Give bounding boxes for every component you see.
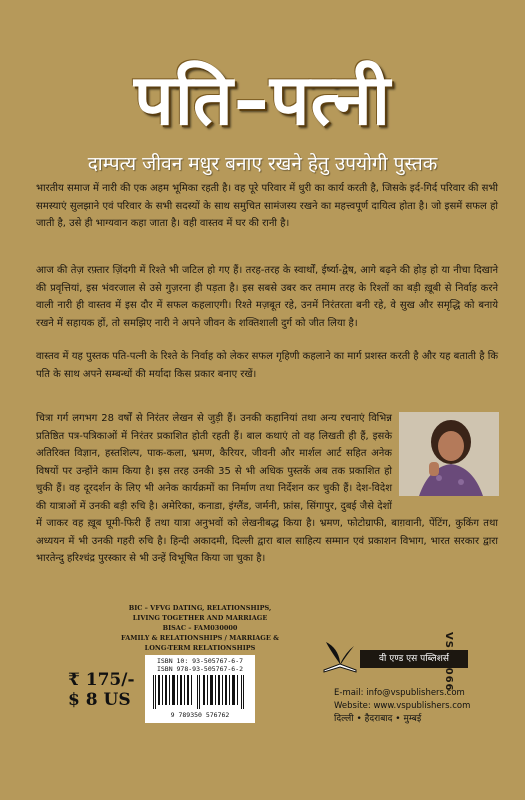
bisac-line: LONG-TERM RELATIONSHIPS [144,644,256,652]
description-paragraph-2: आज की तेज़ रफ़्तार ज़िंदगी में रिश्ते भी जटिल हो गए हैं। तरह-तरह के स्वार्थों, ईर्ष्या-द्वेष, आगे बढ़ने की होड़ हो या नीचा दिखाने की प्रवृत्तियां, इस भंवरजाल से उसे गुज़रना ही पड़ता है। इस सबसे उबर कर तमाम तरह के रिश्तों का बड़ी ख़ूबी से निर्वाह करने वाली नारी ही वास्तव में इस दौर में सफल कहलाएगी। रिश्ते मज़बूत रहे, उनमें निरंतरता बनी रहे, वे सुख और समृद्धि को बनाये रखने में सहायक हों, तो समझिए नारी ने अपने जीवन के शक्तिशाली दुर्ग को जीत लिया है। [36,265,498,329]
publisher-logo [320,640,480,680]
author-bio-text: चित्रा गर्ग लगभग 28 वर्षों से निरंतर लेखन से जुड़ी हैं। उनकी कहानियां तथा अन्य रचनाएं विभिन्न प्रतिष्ठित पत्र-पत्रिकाओं में निरंतर प्रकाशित होती रहती हैं। बाल कथाएं तो वह लिखती ही हैं, इसके अतिरिक्त विज्ञान, हस्तशिल्प, पाक-कला, भ्रमण, कैरियर, जीवनी और मार्शल आर्ट सहित अनेक विषयों पर उन्होंने काम किया है। इस तरह उनकी 35 से भी अधिक पुस्तकें अब तक प्रकाशित हो चुकी हैं। वह दूरदर्शन के लिए भी अनेक कार्यक्रमों का निर्माण तथा निर्देशन कर चुकी हैं। देश-विदेश की यात्राओं में उनकी बड़ी रुचि है। अमेरिका, कनाडा, इंग्लैंड, जर्मनी, फ्रांस, सिंगापुर, दुबई जैसे देशों में जाकर वह ख़ूब घूमी-फिरी हैं तथा यात्रा अनुभवों को लेखनीबद्ध किया है। भ्रमण, फोटोग्राफी, बाग़वानी, पेंटिंग, कुकिंग तथा अध्ययन में भी उनकी गहरी रुचि है। हिन्दी अकादमी, दिल्ली द्वारा बाल साहित्य सम्मान एवं प्रकाशन विभाग, भारत सरकार द्वारा भारतेन्दु हरिश्चंद्र पुरस्कार से भी उन्हें विभूषित किया जा चुका है। [36,413,498,564]
bisac-line: BISAC – FAM030000 [162,624,238,632]
bisac-line: FAMILY & RELATIONSHIPS / MARRIAGE & [121,634,279,642]
price-usd: $ 8 US [68,690,131,710]
bic-line: BIC – VFVG DATING, RELATIONSHIPS, [128,604,272,612]
publisher-cities: दिल्ली • हैदराबाद • मुम्बई [334,714,422,724]
barcode-digits: 9 789350 576762 [170,711,230,719]
isbn-barcode [145,655,255,723]
price-block [68,670,135,710]
bic-classification [110,603,290,653]
author-photo [399,412,499,496]
isbn13: ISBN 978-93-505767-6-2 [156,665,244,673]
description-paragraph-3: वास्तव में यह पुस्तक पति-पत्नी के रिश्ते के निर्वाह को लेकर सफल गृहिणी कहलाने का मार्ग प्रशस्त करती है और यह बताती है कि पति के साथ अपने सम्बन्धों की मर्यादा किस प्रकार बनाए रखें। [36,351,498,380]
price-inr: ₹ 175/- [68,670,135,690]
publisher-website: Website: www.vspublishers.com [334,701,471,711]
isbn10: ISBN 10: 93-505767-6-7 [156,657,244,665]
author-portrait-image [399,412,499,496]
book-wings-icon [320,640,360,676]
book-title: पति–पत्नी [133,59,392,141]
publisher-name: वी एण्ड एस पब्लिशर्स [360,650,468,668]
description-paragraph-1: भारतीय समाज में नारी की एक अहम भूमिका रहती है। वह पूरे परिवार में धुरी का कार्य करती है, जिसके इर्द-गिर्द परिवार की सभी समस्याएं सुलझाने एवं परिवार के सभी सदस्यों के साथ समुचित सामंजस्य रखने का महत्त्वपूर्ण दायित्व होता है। जो इसमें सफल हो जाती है, उसे ही भाग्यवान कहा जाता है। वही वास्तव में घर की रानी है। [36,183,498,229]
publisher-email: E-mail: info@vspublishers.com [334,688,465,698]
book-subtitle: दाम्पत्य जीवन मधुर बनाए रखने हेतु उपयोगी पुस्तक [87,153,438,175]
bic-line: LIVING TOGETHER AND MARRIAGE [132,614,268,622]
barcode-bars [145,673,255,713]
publisher-contact [334,687,470,726]
